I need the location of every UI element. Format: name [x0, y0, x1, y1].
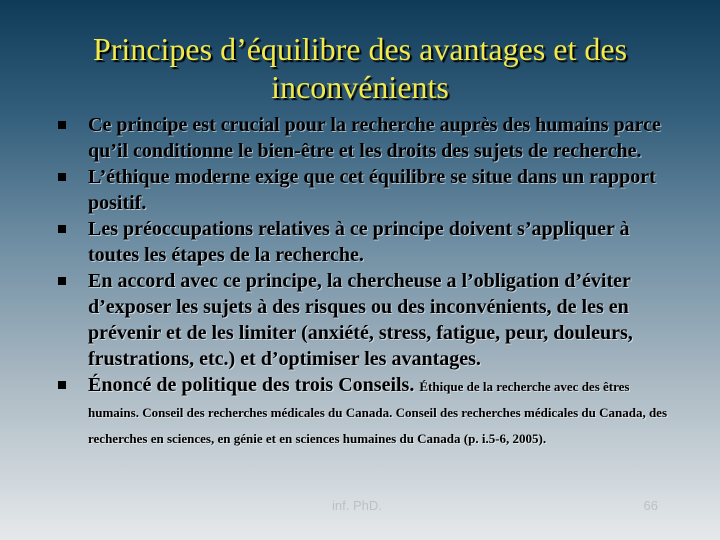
bullet-item [58, 164, 670, 216]
bullet-item [58, 216, 670, 268]
citation-detail: Éthique de la recherche avec des êtres humains. Conseil des recherches médicales du Canada. Conseil des recherches médicales du Canada, des recherches en sciences, en génie et en sciences humaines du Canada (p. i.5-6, 2005). [88, 379, 668, 446]
bullet-text: Les préoccupations relatives à ce principe doivent s’appliquer à toutes les étapes de la recherche. [88, 218, 630, 266]
bullet-text: Ce principe est crucial pour la recherche auprès des humains parce qu’il conditionne le bien-être et les droits des sujets de recherche. [88, 114, 661, 162]
square-bullet-icon [58, 121, 66, 129]
page-number: 66 [643, 498, 658, 513]
bullet-list [58, 112, 670, 450]
square-bullet-icon [58, 173, 66, 181]
slide-title: Principes d’équilibre des avantages et des inconvénients [92, 31, 628, 105]
square-bullet-icon [58, 277, 66, 285]
citation-title: Énoncé de politique des trois Conseils. [88, 374, 415, 396]
bullet-text: En accord avec ce principe, la chercheuse a l’obligation d’éviter d’exposer les sujets à des risques ou des inconvénients, de les en prévenir et de les limiter (anxiété, stress, fatigue, peur, douleurs, frustrations, etc.) et d’optimiser les avantages. [88, 270, 633, 370]
bullet-item-citation [58, 372, 670, 450]
bullet-text: L’éthique moderne exige que cet équilibre se situe dans un rapport positif. [88, 166, 656, 214]
square-bullet-icon [58, 225, 66, 233]
square-bullet-icon [58, 381, 66, 389]
bullet-item [58, 112, 670, 164]
bullet-item [58, 268, 670, 372]
footer-author: inf. PhD. [332, 498, 382, 513]
